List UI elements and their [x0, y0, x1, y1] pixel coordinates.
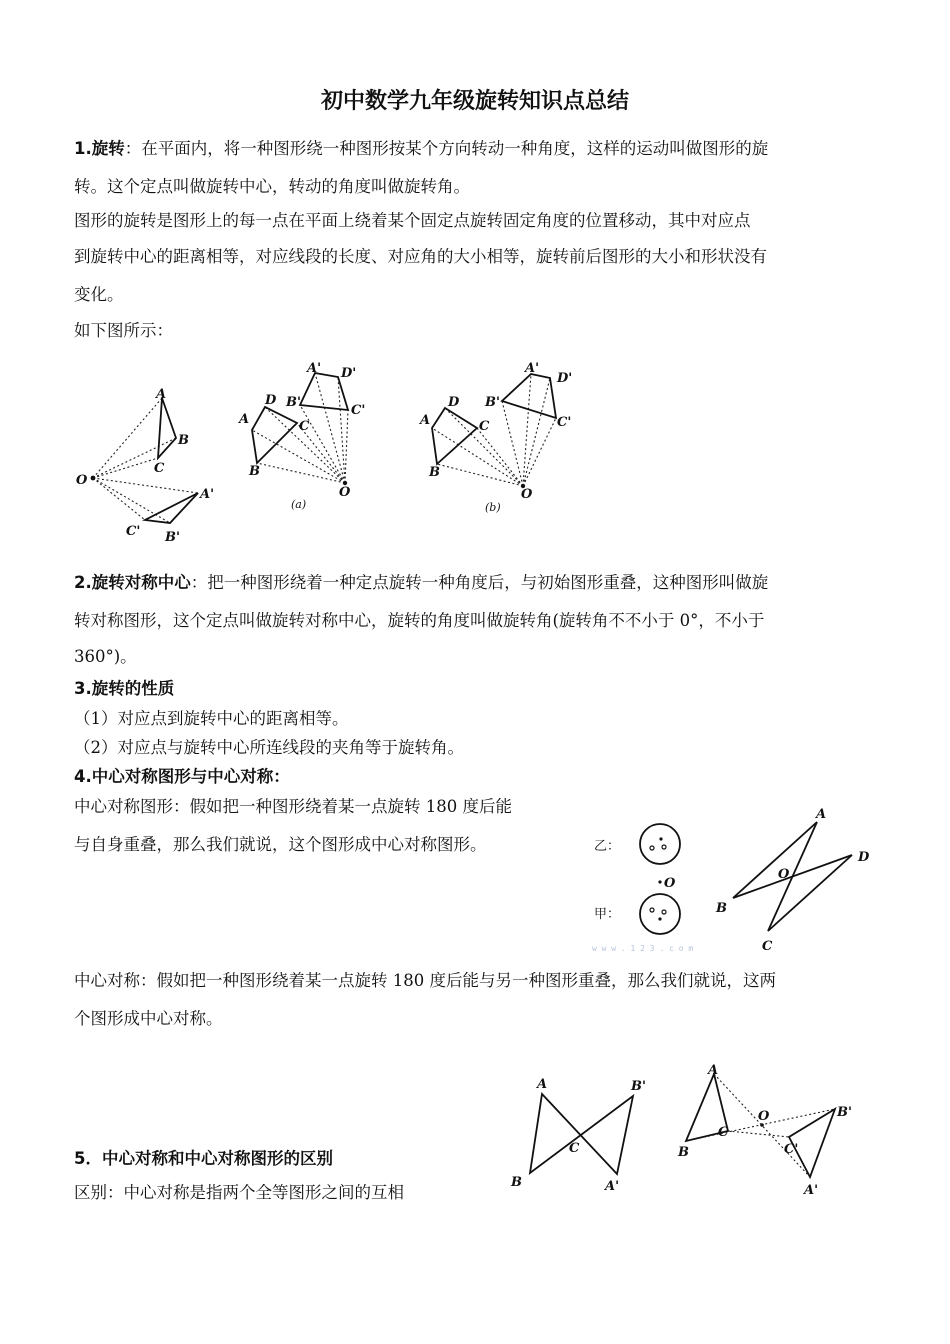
fig3-label-A1: A'	[605, 1179, 620, 1194]
fig1-label-O: O	[76, 473, 88, 488]
s1-line-5: 变化。	[74, 285, 124, 304]
fig1-label-A1: A'	[200, 487, 215, 502]
figb-label-A: A	[420, 413, 431, 428]
s5-heading: 5．中心对称和中心对称图形的区别	[74, 1149, 333, 1168]
central-symmetry-triangles-figure	[670, 1058, 870, 1208]
fig4-label-O: O	[758, 1109, 770, 1124]
fig2-label-yi: 乙：	[594, 839, 621, 854]
figa-label-C: C	[299, 419, 310, 434]
fig4-label-B: B	[678, 1145, 689, 1160]
figa-label-B: B	[249, 464, 260, 479]
s2-line-2: 转对称图形，这个定点叫做旋转对称中心，旋转的角度叫做旋转角(旋转角不不小于 0°，不小于	[74, 611, 765, 630]
fig2-label-D: D	[858, 850, 870, 865]
s3-heading: 3.旋转的性质	[74, 679, 175, 698]
fig2-label-O-circles: O	[664, 876, 676, 891]
figb-label-C1: C'	[557, 415, 572, 430]
fig3-label-C: C	[569, 1141, 580, 1156]
fig1-label-B: B	[178, 433, 189, 448]
figa-label-D: D	[265, 393, 277, 408]
central-symmetry-bowtie-figure	[505, 1070, 665, 1200]
figb-label-D1: D'	[557, 371, 573, 386]
s5-line-1: 区别：中心对称是指两个全等图形之间的互相	[74, 1183, 404, 1202]
s4-line-2: 与自身重叠，那么我们就说，这个图形成中心对称图形。	[74, 835, 487, 854]
figb-label-A1: A'	[525, 361, 540, 376]
s2-line-3: 360°)。	[74, 647, 137, 666]
watermark: w w w . 1 2 3 . c o m	[592, 944, 694, 953]
s4-line-4: 个图形成中心对称。	[74, 1009, 223, 1028]
s1-line-6: 如下图所示：	[74, 321, 173, 340]
figa-label-C1: C'	[351, 403, 366, 418]
s2-text-1: ：把一种图形绕着一种定点旋转一种角度后，与初始图形重叠，这种图形叫做旋	[190, 573, 769, 592]
s1-line-2: 转。这个定点叫做旋转中心，转动的角度叫做旋转角。	[74, 177, 470, 196]
fig4-label-C1: C'	[784, 1142, 799, 1157]
s4-heading: 4.中心对称图形与中心对称：	[74, 767, 290, 786]
page-title: 初中数学九年级旋转知识点总结	[320, 89, 629, 114]
figa-label-A1: A'	[307, 361, 322, 376]
s1-line-3: 图形的旋转是图形上的每一点在平面上绕着某个固定点旋转固定角度的位置移动，其中对应点	[74, 211, 751, 230]
fig4-label-B1: B'	[837, 1105, 852, 1120]
s3-item-1: （1）对应点到旋转中心的距离相等。	[74, 709, 349, 728]
fig3-label-B: B	[511, 1175, 522, 1190]
central-symmetry-lines-figure	[700, 800, 890, 960]
figb-label-B1: B'	[485, 395, 500, 410]
s4-line-1: 中心对称图形：假如把一种图形绕着某一点旋转 180 度后能	[74, 797, 512, 816]
fig3-label-B1: B'	[631, 1079, 646, 1094]
figa-label-A: A	[239, 412, 250, 427]
figb-caption: (b)	[485, 501, 501, 514]
s4-line-3: 中心对称：假如把一种图形绕着某一点旋转 180 度后能与另一种图形重叠，那么我们就说，这两	[74, 971, 776, 990]
fig1-label-C: C	[154, 461, 165, 476]
figb-label-O: O	[521, 487, 533, 502]
rotation-figure-b	[415, 358, 575, 518]
s1-heading: 1.旋转	[74, 139, 125, 158]
s3-item-2: （2）对应点与旋转中心所连线段的夹角等于旋转角。	[74, 738, 464, 757]
fig3-label-A: A	[537, 1077, 548, 1092]
fig2-label-A: A	[816, 807, 827, 822]
fig4-label-A: A	[708, 1063, 719, 1078]
figa-label-D1: D'	[341, 366, 357, 381]
fig2-label-jia: 甲：	[594, 907, 621, 922]
figb-label-B: B	[429, 465, 440, 480]
fig1-label-A: A	[156, 387, 167, 402]
fig4-label-C: C	[718, 1125, 729, 1140]
s2-line-1	[74, 566, 874, 600]
fig4-label-A1: A'	[804, 1183, 819, 1198]
figa-label-B1: B'	[286, 395, 301, 410]
figb-label-D: D	[448, 395, 460, 410]
fig1-label-B1: B'	[165, 530, 180, 545]
s1-line-4: 到旋转中心的距离相等，对应线段的长度、对应角的大小相等，旋转前后图形的大小和形状没有	[74, 247, 767, 266]
rotation-figure-a	[235, 360, 375, 520]
fig1-label-C1: C'	[126, 524, 141, 539]
figb-label-C: C	[479, 419, 490, 434]
fig2-label-B: B	[716, 901, 727, 916]
figa-caption: (a)	[291, 498, 307, 511]
figa-label-O: O	[339, 485, 351, 500]
central-symmetry-circles-figure	[590, 810, 700, 960]
s1-line-1	[74, 132, 874, 166]
rotation-figure-triangle	[70, 380, 230, 550]
s1-text-1: ：在平面内，将一种图形绕一种图形按某个方向转动一种角度，这样的运动叫做图形的旋	[124, 139, 769, 158]
fig2-label-C: C	[762, 939, 773, 954]
s2-heading: 2.旋转对称中心	[74, 573, 191, 592]
fig2-label-O: O	[778, 867, 790, 882]
